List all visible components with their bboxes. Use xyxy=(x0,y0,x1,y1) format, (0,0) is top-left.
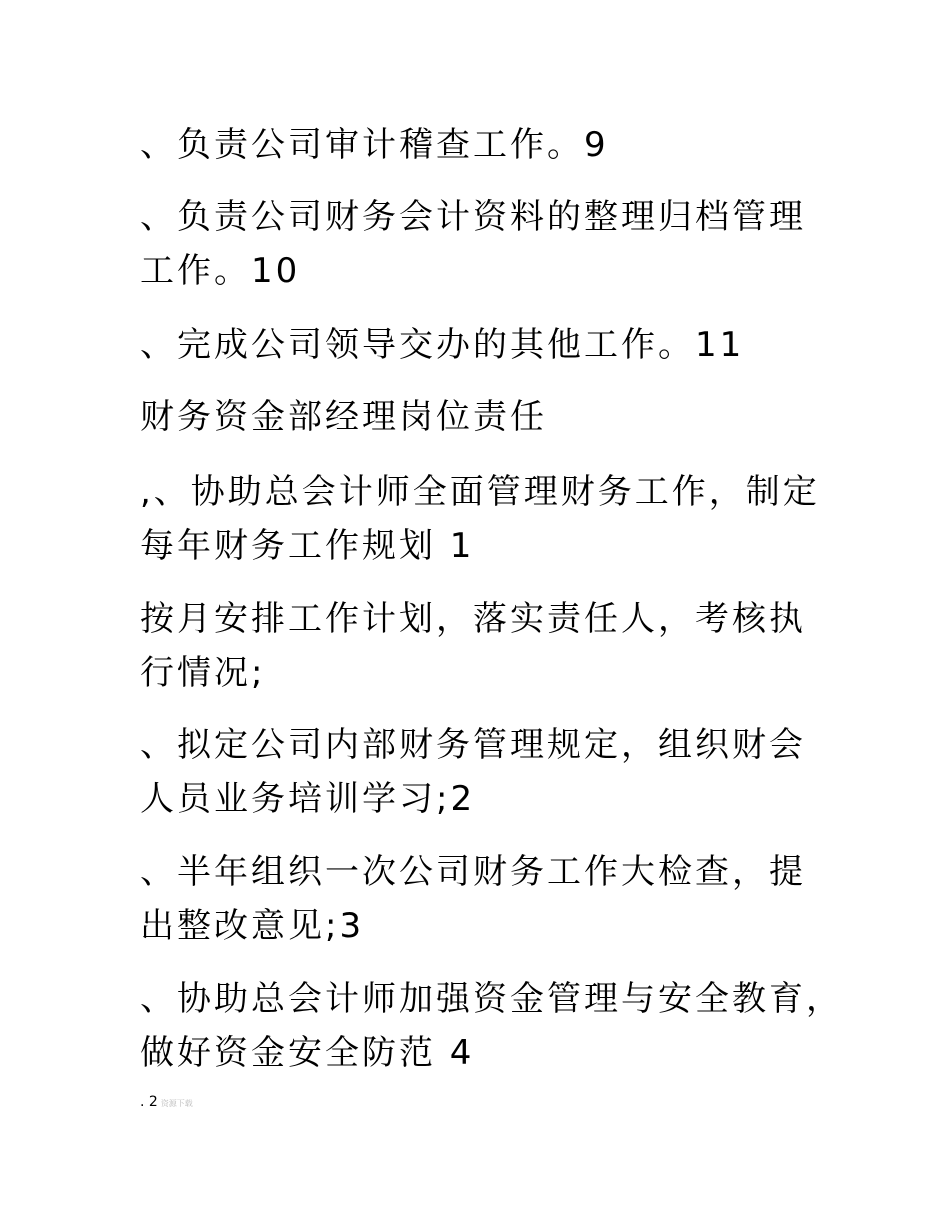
paragraph-audit xyxy=(140,118,830,172)
paragraph-inspection xyxy=(140,845,830,953)
paragraph-fund-safety xyxy=(140,972,843,1080)
paragraph-line: 、协助总会计师加强资金管理与安全教育， xyxy=(140,979,843,1019)
paragraph-regulations xyxy=(140,718,830,826)
paragraph-line: 、半年组织一次公司财务工作大检查，提 xyxy=(140,852,806,892)
paragraph-line: ,、协助总会计师全面管理财务工作，制定 xyxy=(140,472,820,512)
section-heading xyxy=(140,390,830,444)
paragraph-line: 人员业务培训学习;2 xyxy=(140,779,476,819)
page-number: . 2 xyxy=(140,1094,158,1110)
paragraph-line: 每年财务工作规划 1 xyxy=(140,526,475,566)
paragraph-line: 工作。10 xyxy=(140,251,301,291)
paragraph-line: 行情况; xyxy=(140,653,266,693)
paragraph-line: 、负责公司审计稽查工作。9 xyxy=(140,125,609,165)
footer-watermark-text: 资源下载 xyxy=(160,1099,193,1108)
heading-line: 财务资金部经理岗位责任 xyxy=(140,397,547,437)
paragraph-line: 、负责公司财务会计资料的整理归档管理 xyxy=(140,197,806,237)
paragraph-line: 、完成公司领导交办的其他工作。11 xyxy=(140,325,745,365)
paragraph-line: 做好资金安全防范 4 xyxy=(140,1033,475,1073)
paragraph-planning xyxy=(140,465,830,573)
paragraph-line: 按月安排工作计划，落实责任人，考核执 xyxy=(140,599,806,639)
page-footer xyxy=(140,1093,193,1113)
paragraph-line: 出整改意见;3 xyxy=(140,906,365,946)
paragraph-line: 、拟定公司内部财务管理规定，组织财会 xyxy=(140,725,806,765)
paragraph-archive xyxy=(140,190,830,298)
paragraph-monthly-plan xyxy=(140,592,830,700)
paragraph-other-work xyxy=(140,318,830,372)
